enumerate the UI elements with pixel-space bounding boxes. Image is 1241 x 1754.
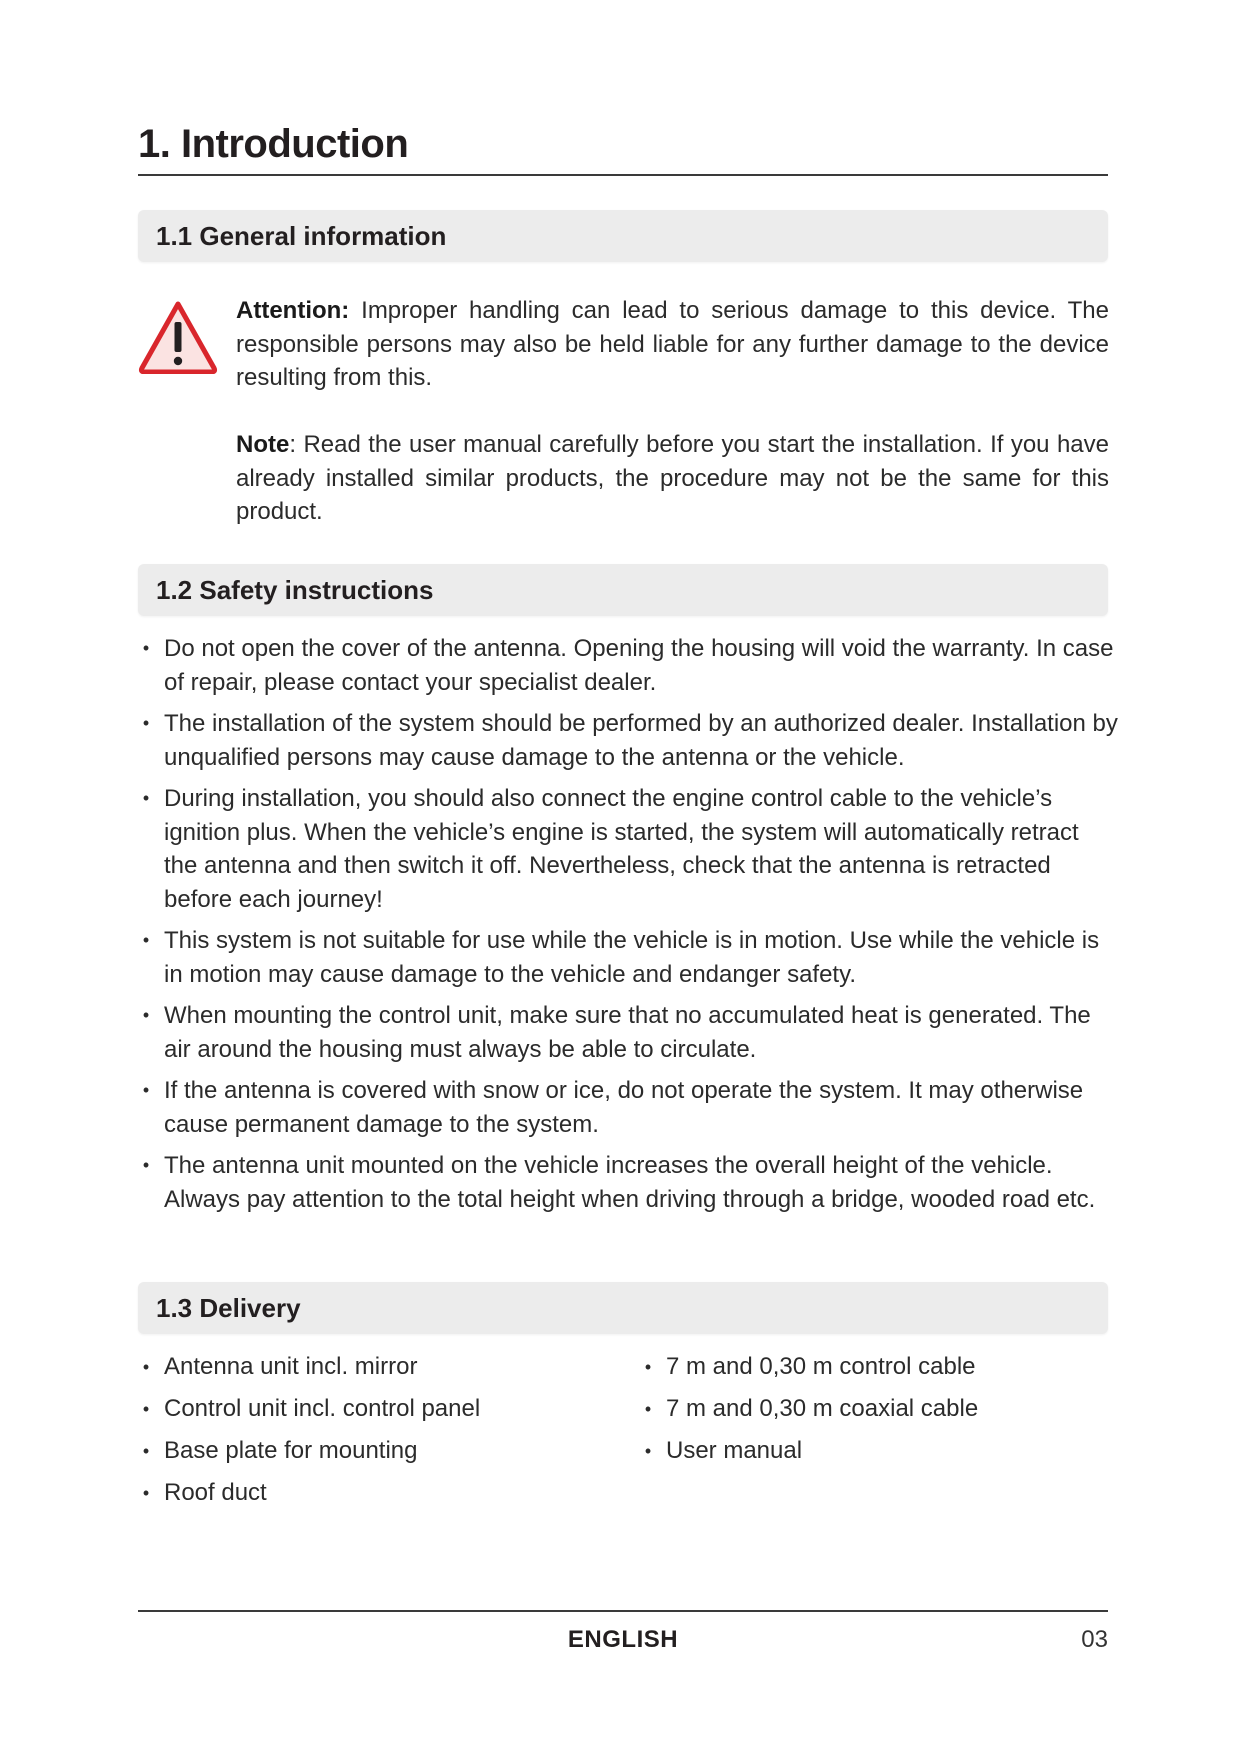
bullet-icon: • xyxy=(142,1155,150,1175)
section-heading: 1.3 Delivery xyxy=(156,1293,301,1323)
list-item: • The installation of the system should be performed by an authorized dealer. Installation by unqualified persons may cause damage to the antenna or the vehicle. xyxy=(138,707,1118,774)
safety-list xyxy=(138,632,1118,1224)
list-item: • Antenna unit incl. mirror xyxy=(138,1346,480,1388)
bullet-icon: • xyxy=(142,1483,150,1503)
list-item: • 7 m and 0,30 m coaxial cable xyxy=(640,1388,978,1430)
bullet-icon: • xyxy=(142,638,150,658)
section-header-delivery xyxy=(138,1282,1108,1334)
list-item: • If the antenna is covered with snow or ice, do not operate the system. It may otherwise cause permanent damage to the system. xyxy=(138,1074,1118,1141)
bullet-icon: • xyxy=(142,1399,150,1419)
bullet-icon: • xyxy=(142,713,150,733)
section-header-general xyxy=(138,210,1108,262)
footer-divider xyxy=(138,1610,1108,1612)
note-label: Note xyxy=(236,431,290,458)
bullet-icon: • xyxy=(644,1441,652,1461)
bullet-icon: • xyxy=(644,1357,652,1377)
section-heading: 1.2 Safety instructions xyxy=(156,575,434,605)
note-text: : Read the user manual carefully before you start the installation. If you have already installed similar products, the procedure may not be the same for this product. xyxy=(236,431,1109,525)
section-heading: 1.1 General information xyxy=(156,221,447,251)
footer-language: ENGLISH xyxy=(567,1626,679,1653)
list-item: • During installation, you should also connect the engine control cable to the vehicle’s ignition plus. When the vehicle’s engine is started, the system will automatically retract the antenna and then switch it off. Nevertheless, check that the antenna is retracted before each journey! xyxy=(138,782,1118,916)
list-item: • Base plate for mounting xyxy=(138,1430,480,1472)
section-header-safety xyxy=(138,564,1108,616)
list-item: • The antenna unit mounted on the vehicle increases the overall height of the vehicle. Always pay attention to the total height when driving through a bridge, wooded road etc. xyxy=(138,1149,1118,1216)
bullet-icon: • xyxy=(142,1080,150,1100)
bullet-icon: • xyxy=(142,1005,150,1025)
list-item: • Control unit incl. control panel xyxy=(138,1388,480,1430)
warning-triangle-icon xyxy=(138,300,218,374)
list-item: • When mounting the control unit, make sure that no accumulated heat is generated. The air around the housing must always be able to circulate. xyxy=(138,999,1118,1066)
bullet-icon: • xyxy=(142,930,150,950)
note-paragraph xyxy=(236,428,1109,529)
list-item: • Do not open the cover of the antenna. Opening the housing will void the warranty. In case of repair, please contact your specialist dealer. xyxy=(138,632,1118,699)
attention-paragraph xyxy=(236,294,1109,395)
page-number: 03 xyxy=(1081,1626,1108,1653)
list-item: • Roof duct xyxy=(138,1472,480,1514)
list-item: • User manual xyxy=(640,1430,978,1472)
bullet-icon: • xyxy=(142,1441,150,1461)
page-title: 1. Introduction xyxy=(138,118,1108,176)
list-item: • This system is not suitable for use while the vehicle is in motion. Use while the vehicle is in motion may cause damage to the vehicle and endanger safety. xyxy=(138,924,1118,991)
bullet-icon: • xyxy=(644,1399,652,1419)
list-item: • 7 m and 0,30 m control cable xyxy=(640,1346,978,1388)
bullet-icon: • xyxy=(142,788,150,808)
bullet-icon: • xyxy=(142,1357,150,1377)
attention-label: Attention: xyxy=(236,297,350,324)
delivery-list-right xyxy=(640,1346,978,1472)
delivery-list-left xyxy=(138,1346,480,1514)
attention-text: Improper handling can lead to serious damage to this device. The responsible persons may also be held liable for any further damage to the device resulting from this. xyxy=(236,297,1109,391)
